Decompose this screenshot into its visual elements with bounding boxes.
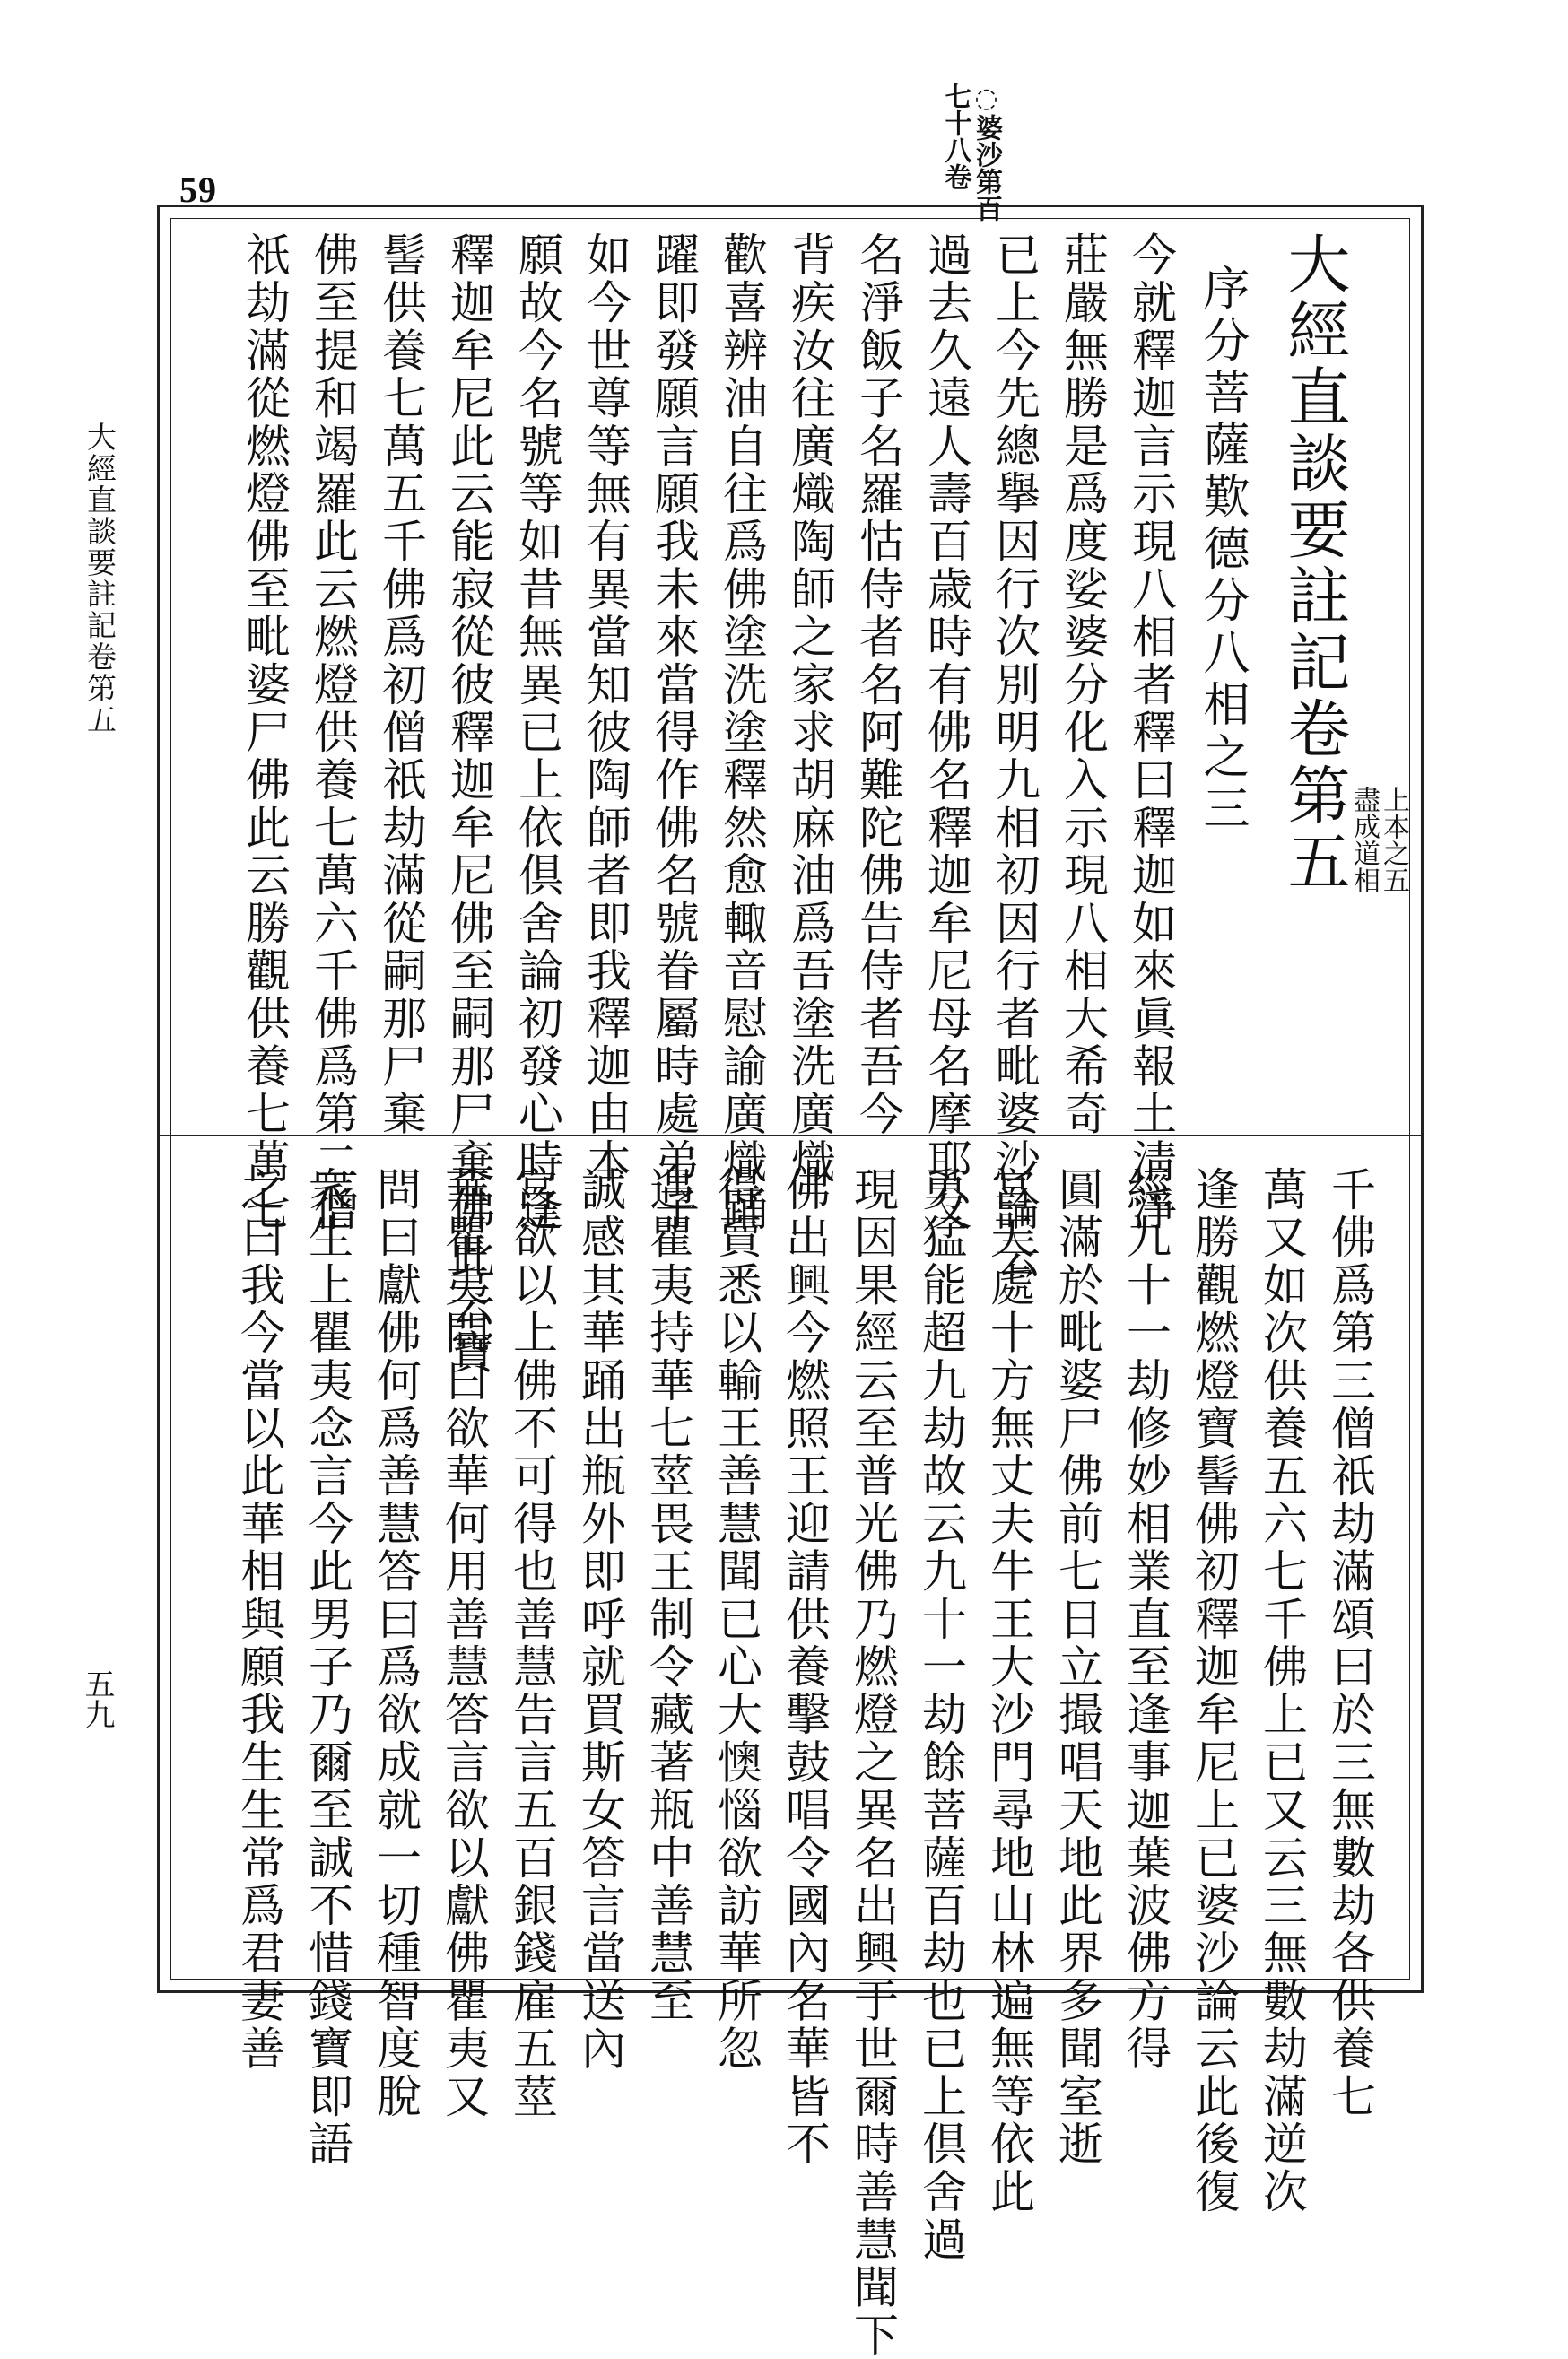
- text-column: 如今世尊等無有異當知彼陶師者即我釋迦由本: [579, 231, 632, 1186]
- text-column: 問曰獻佛何爲善慧答曰爲欲成就一切種智度脫: [370, 1166, 422, 2120]
- side-running-title: 大經直談要註記卷第五: [83, 422, 118, 736]
- text-column: 佛至提和竭羅此云燃燈供養七萬六千佛爲第二僧: [307, 231, 359, 1234]
- text-column: 千佛爲第三僧祇劫滿頌曰於三無數劫各供養七: [1324, 1166, 1376, 2120]
- page-number: 59: [179, 170, 217, 210]
- header-note-line: ◌婆沙第百: [971, 83, 1002, 222]
- header-note: [939, 83, 1001, 222]
- text-column: 萬又如次供養五六七千佛上已又云三無數劫滿逆次: [1256, 1166, 1308, 2216]
- text-column: 祇劫滿從燃燈佛至毗婆尸佛此云勝觀供養七萬七: [239, 231, 291, 1234]
- text-column: 名淨飯子名羅怙侍者名阿難陀佛告侍者吾今: [852, 231, 904, 1138]
- text-column: 願故今名號等如昔無異已上依倶舍論初發心時逢: [511, 231, 563, 1234]
- text-column: 現因果經云至普光佛乃燃燈之異名出興于世爾時善慧聞下: [847, 1166, 899, 2359]
- text-column: 背疾汝往廣熾陶師之家求胡麻油爲吾塗洗廣熾: [784, 231, 836, 1186]
- side-page-number: 五九: [79, 1668, 115, 1729]
- text-column: 釋迦牟尼此云能寂從彼釋迦牟尼佛至嗣那尸棄佛此云寶: [443, 231, 495, 1377]
- text-column: 已上今先總擧因行次別明九相初因行者毗婆沙論云: [989, 231, 1041, 1282]
- title-note-line: 上本之五: [1378, 786, 1409, 893]
- text-column: 勇猛能超九劫故云九十一劫餘菩薩百劫也已上倶舍過: [915, 1166, 967, 2264]
- text-column: 經九十一劫修妙相業直至逢事迦葉波佛方得: [1119, 1166, 1172, 2073]
- text-column: 得賣悉以輸王善慧聞已心大懊惱欲訪華所忽: [710, 1166, 762, 2073]
- text-column: 過去久遠人壽百歳時有佛名釋迦牟尼母名摩耶父: [920, 231, 972, 1234]
- document-title: 大經直談要註記卷第五: [1277, 231, 1351, 895]
- text-column: 圓滿於毗婆尸佛前七日立撮唱天地此界多聞室逝: [1051, 1166, 1103, 2169]
- text-column: 遇瞿夷持華七莖畏王制令藏著瓶中善慧至: [642, 1166, 694, 2025]
- text-column: 佛出興今燃照王迎請供養擊鼓唱令國內名華皆不: [779, 1166, 831, 2169]
- text-column: 宮天處十方無丈夫牛王大沙門尋地山林遍無等依此: [983, 1166, 1035, 2216]
- text-column: 歡喜辨油自往爲佛塗洗塗釋然愈輙音慰諭廣熾踊: [716, 231, 768, 1234]
- text-column: 衆生上瞿夷念言今此男子乃爾至誠不惜錢寶即語: [301, 1166, 353, 2169]
- text-column: 誠感其華踊出瓶外即呼就買斯女答言當送內: [574, 1166, 626, 2073]
- title-note-line: 盡成道相: [1348, 786, 1380, 893]
- text-column: 之曰我今當以此華相與願我生生常爲君妻善: [233, 1166, 285, 2073]
- text-column: 逢勝觀燃燈寶髻佛初釋迦牟尼上已婆沙論云此後復: [1188, 1166, 1240, 2216]
- text-column: 華瞿夷問曰欲華何用善慧答言欲以獻佛瞿夷又: [438, 1166, 490, 2120]
- section-heading: 序分菩薩歎德分八相之三: [1195, 264, 1249, 836]
- title-note: [1349, 786, 1408, 893]
- text-column: 躍即發願言願我未來當得作佛名號眷屬時處弟子: [648, 231, 700, 1234]
- text-column: 髻供養七萬五千佛爲初僧祇劫滿從嗣那尸棄: [375, 231, 427, 1138]
- header-note-line: 七十八卷: [939, 83, 971, 190]
- upper-block: [179, 231, 1409, 1377]
- lower-block: [179, 1166, 1376, 2359]
- text-column: 宮欲以上佛不可得也善慧告言五百銀錢雇五莖: [506, 1166, 558, 2120]
- text-column: 今就釋迦言示現八相者釋曰釋迦如來眞報土淸淨: [1125, 231, 1177, 1234]
- text-column: 莊嚴無勝是爲度娑婆分化入示現八相大希奇: [1057, 231, 1109, 1138]
